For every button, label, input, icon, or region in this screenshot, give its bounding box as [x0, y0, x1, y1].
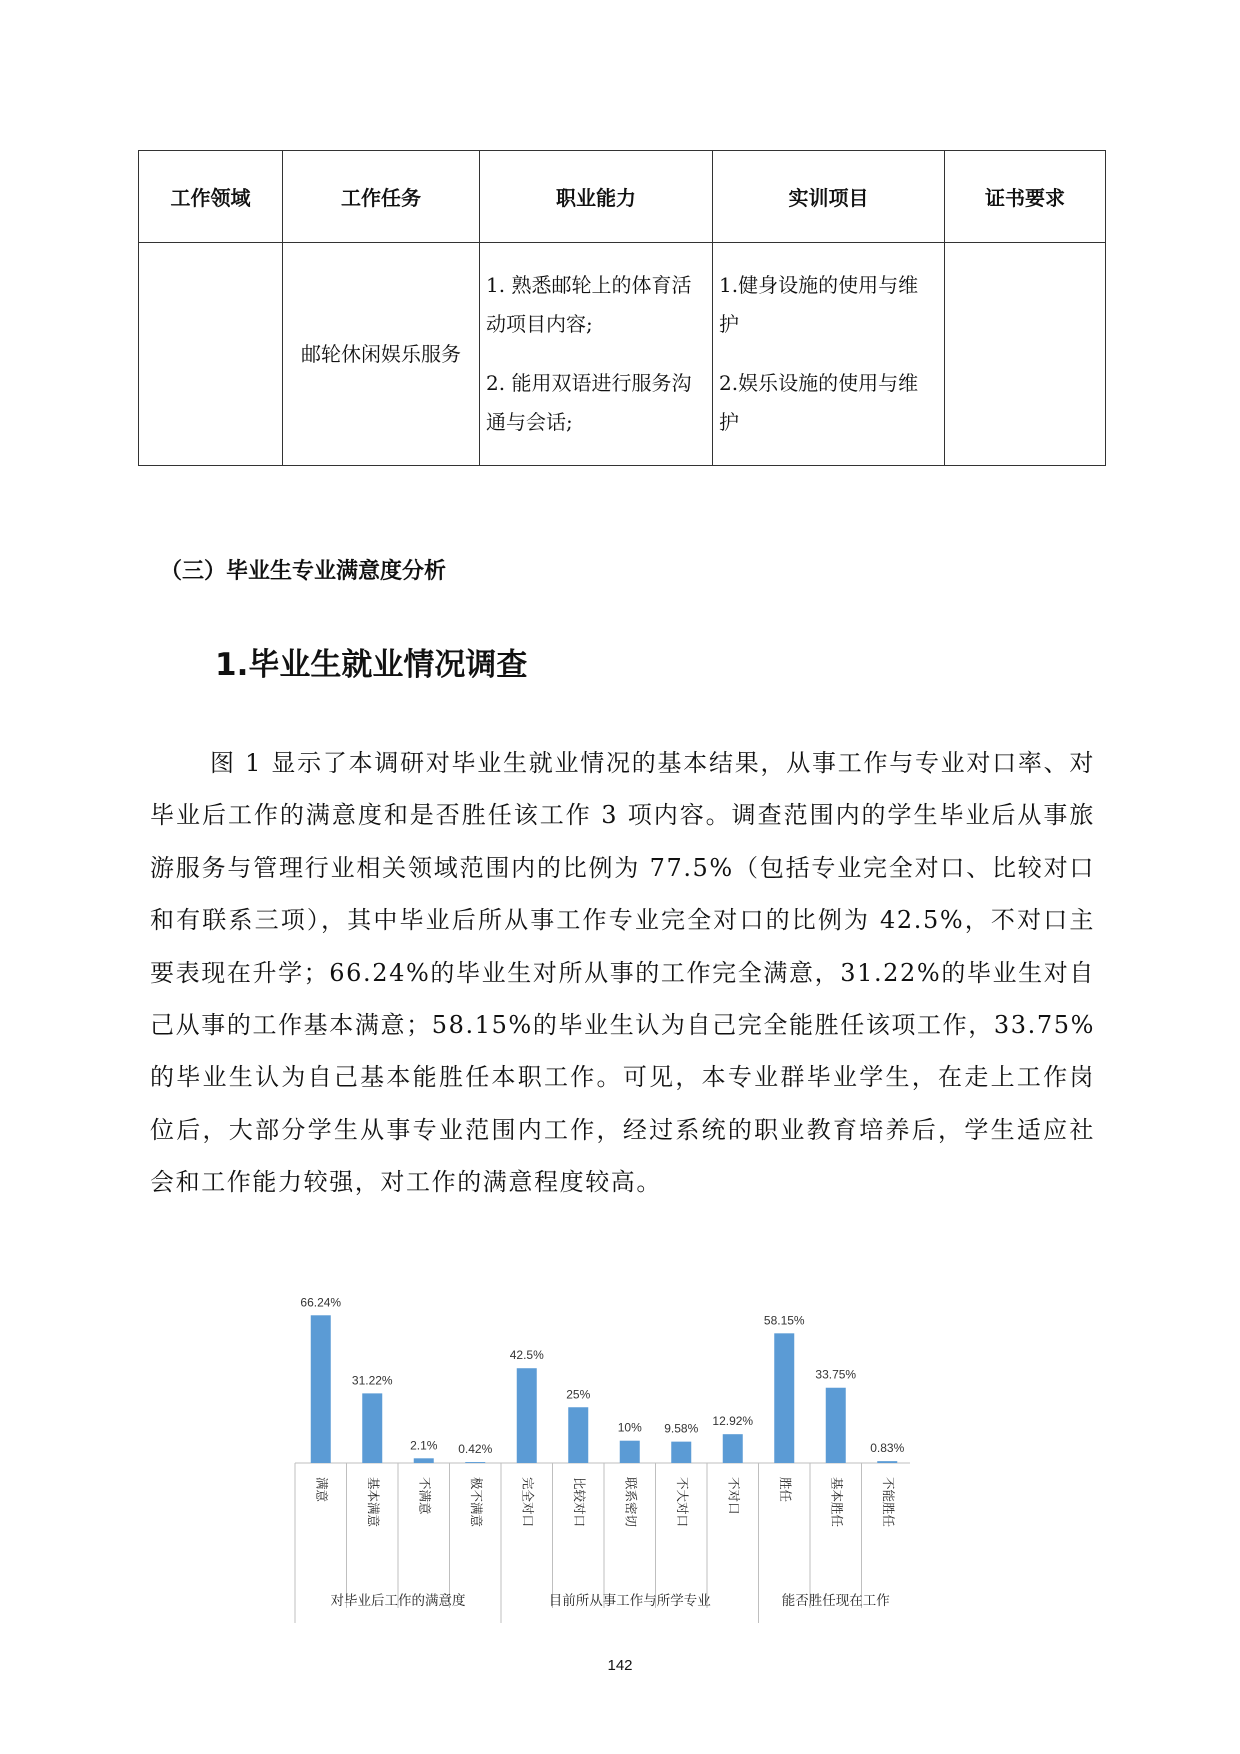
category-label: 联系密切 — [623, 1477, 638, 1528]
data-label: 31.22% — [351, 1373, 393, 1388]
ability-item: 1. 熟悉邮轮上的体育活动项目内容; — [486, 273, 692, 336]
cell-work-task: 邮轮休闲娱乐服务 — [283, 243, 480, 466]
data-label: 0.83% — [870, 1441, 905, 1456]
category-label: 不能胜任 — [880, 1477, 895, 1528]
bar — [568, 1407, 588, 1463]
category-label: 不对口 — [726, 1477, 741, 1515]
bar — [517, 1368, 537, 1463]
cell-abilities — [480, 243, 713, 466]
data-label: 66.24% — [300, 1295, 342, 1310]
training-item: 1.健身设施的使用与维护 — [719, 273, 919, 336]
category-label: 不满意 — [417, 1477, 432, 1515]
category-label: 基本胜任 — [829, 1477, 844, 1528]
bar — [774, 1333, 794, 1463]
group-label: 能否胜任现在工作 — [781, 1593, 890, 1608]
chart-svg — [290, 1270, 910, 1630]
cell-work-domain — [139, 243, 283, 466]
page-number: 142 — [607, 1657, 633, 1674]
bar — [465, 1462, 485, 1463]
group-label: 目前所从事工作与所学专业 — [548, 1593, 711, 1608]
category-label: 基本满意 — [365, 1477, 380, 1528]
ability-table — [138, 150, 1106, 466]
category-label: 极不满意 — [468, 1477, 483, 1528]
table-row — [139, 243, 1106, 466]
bar — [671, 1442, 691, 1463]
category-label: 满意 — [314, 1477, 329, 1503]
table-header-row — [139, 151, 1106, 243]
bar — [620, 1441, 640, 1463]
header-work-task: 工作任务 — [283, 151, 480, 243]
data-label: 42.5% — [509, 1348, 544, 1363]
category-label: 不大对口 — [674, 1477, 689, 1528]
header-training-project: 实训项目 — [713, 151, 945, 243]
bar — [414, 1458, 434, 1463]
employment-survey-chart — [290, 1270, 910, 1634]
section-heading: （三）毕业生专业满意度分析 — [160, 559, 447, 584]
header-work-domain: 工作领域 — [139, 151, 283, 243]
data-label: 25% — [566, 1387, 591, 1402]
data-label: 2.1% — [410, 1438, 438, 1453]
ability-item: 2. 能用双语进行服务沟通与会话; — [486, 371, 692, 434]
bar — [362, 1393, 382, 1463]
body-paragraph: 图 1 显示了本调研对毕业生就业情况的基本结果，从事工作与专业对口率、对毕业后工作的满意度和是否胜任该工作 3 项内容。调查范围内的学生毕业后从事旅游服务与管理行业相关领域范围内的比例为 77.5%（包括专业完全对口、比较对口和有联系三项），其中毕业后所从事工作专业完全对口的比例为 42.5%，不对口主要表现在升学；66.24%的毕业生对所从事的工作完全满意，31.22%的毕业生对自己从事的工作基本满意；58.15%的毕业生认为自己完全能胜任该项工作，33.75%的毕业生认为自己基本能胜任本职工作。可见，本专业群毕业学生，在走上工作岗位后，大部分学生从事专业范围内工作，经过系统的职业教育培养后，学生适应社会和工作能力较强，对工作的满意程度较高。 — [150, 749, 1095, 1197]
bar — [826, 1388, 846, 1463]
category-label: 比较对口 — [571, 1477, 586, 1528]
data-label: 9.58% — [664, 1421, 699, 1436]
bar — [311, 1315, 331, 1463]
bar — [723, 1434, 743, 1463]
data-label: 12.92% — [712, 1414, 754, 1429]
category-label: 完全对口 — [520, 1477, 535, 1528]
header-vocational-ability: 职业能力 — [480, 151, 713, 243]
category-label: 胜任 — [777, 1477, 792, 1503]
cell-certificate — [945, 243, 1106, 466]
data-label: 10% — [617, 1420, 642, 1435]
header-certificate: 证书要求 — [945, 151, 1106, 243]
bar — [877, 1461, 897, 1463]
sub-heading: 1.毕业生就业情况调查 — [215, 647, 528, 683]
training-item: 2.娱乐设施的使用与维护 — [719, 371, 919, 434]
group-label: 对毕业后工作的满意度 — [330, 1593, 466, 1608]
data-label: 58.15% — [763, 1313, 805, 1328]
data-label: 0.42% — [458, 1442, 493, 1457]
cell-training — [713, 243, 945, 466]
data-label: 33.75% — [815, 1367, 857, 1382]
